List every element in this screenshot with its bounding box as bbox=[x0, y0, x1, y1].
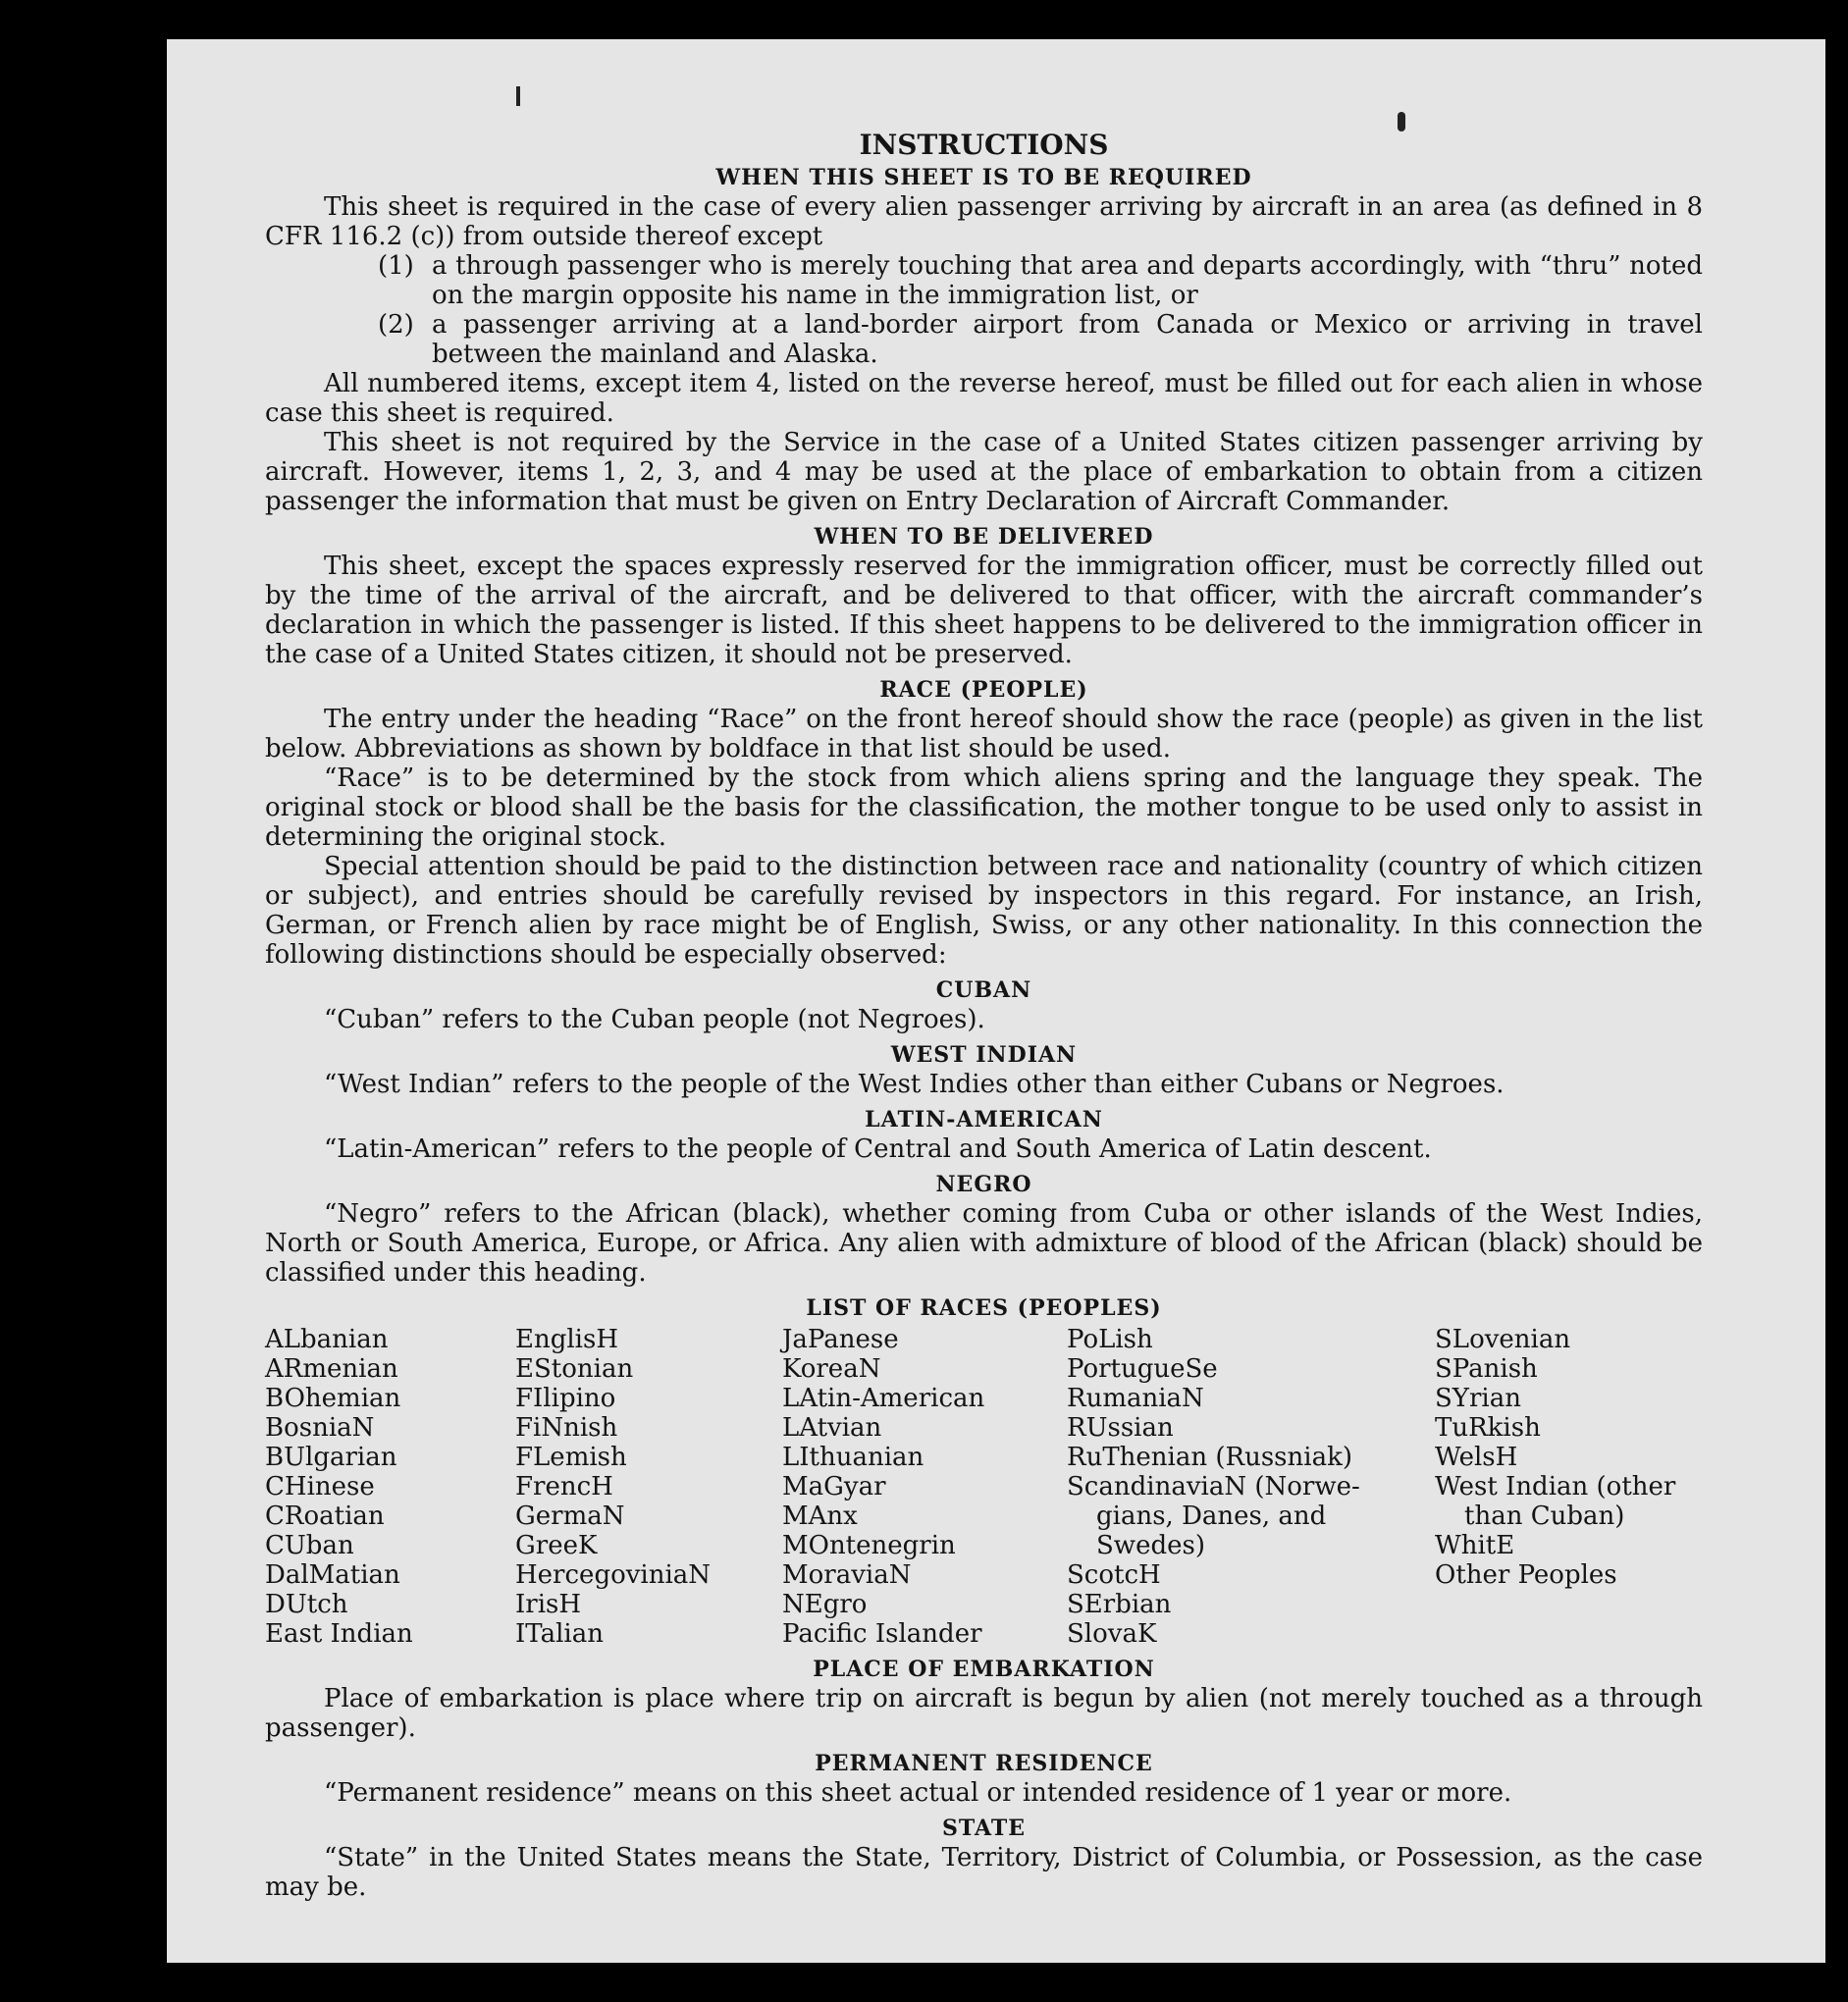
race-entry: MOntenegrin bbox=[782, 1531, 956, 1560]
races-column-1 bbox=[265, 1325, 515, 1649]
race-entry: SLovenian bbox=[1435, 1325, 1571, 1354]
heading-when-required: WHEN THIS SHEET IS TO BE REQUIRED bbox=[715, 165, 1252, 190]
race-entry: ITalian bbox=[515, 1619, 604, 1649]
heading-west-indian: WEST INDIAN bbox=[890, 1042, 1078, 1068]
races-column-5 bbox=[1435, 1325, 1703, 1649]
heading-when-delivered: WHEN TO BE DELIVERED bbox=[814, 524, 1154, 550]
exception-item bbox=[378, 310, 1703, 369]
race-entry-continued: Swedes) bbox=[1096, 1531, 1205, 1560]
races-column-4 bbox=[1067, 1325, 1435, 1649]
race-entry: FLemish bbox=[515, 1443, 627, 1472]
race-entry-continued: gians, Danes, and bbox=[1096, 1502, 1327, 1531]
races-column-3 bbox=[782, 1325, 1067, 1649]
race-entry: BOhemian bbox=[265, 1384, 401, 1413]
race-entry: MoraviaN bbox=[782, 1560, 912, 1590]
race-entry: LAtin-American bbox=[782, 1384, 985, 1413]
race-entry: CUban bbox=[265, 1531, 354, 1560]
race-entry: HercegoviniaN bbox=[515, 1560, 712, 1590]
race-entry: GreeK bbox=[515, 1531, 598, 1560]
page-title: INSTRUCTIONS bbox=[859, 129, 1109, 161]
race-entry: East Indian bbox=[265, 1619, 413, 1649]
race-entry: DUtch bbox=[265, 1590, 348, 1619]
heading-cuban: CUBAN bbox=[935, 977, 1032, 1003]
paragraph-when-required-intro: This sheet is required in the case of every alien passenger arriving by aircraft in an area (as defined in 8 CFR 116.2 (c)) from outside thereof except bbox=[265, 192, 1703, 251]
paragraph-cuban: “Cuban” refers to the Cuban people (not Negroes). bbox=[324, 1005, 985, 1034]
race-entry: Pacific Islander bbox=[782, 1619, 982, 1649]
race-entry: ARmenian bbox=[265, 1354, 398, 1384]
race-entry: West Indian (other bbox=[1435, 1472, 1676, 1502]
heading-negro: NEGRO bbox=[935, 1172, 1032, 1197]
heading-state: STATE bbox=[941, 1816, 1027, 1841]
race-entry: FiNnish bbox=[515, 1413, 618, 1443]
race-entry: CHinese bbox=[265, 1472, 375, 1502]
paragraph-negro: “Negro” refers to the African (black), whether coming from Cuba or other islands of the West Indies, North or South America, Europe, or Africa. Any alien with admixture of blood of the African (black) should be classified under this heading. bbox=[265, 1199, 1703, 1288]
paragraph-permanent-residence: “Permanent residence” means on this sheet actual or intended residence of 1 year or more. bbox=[324, 1778, 1512, 1808]
race-entry: ScotcH bbox=[1067, 1560, 1161, 1590]
heading-list-of-races: LIST OF RACES (PEOPLES) bbox=[806, 1295, 1162, 1321]
race-entry: CRoatian bbox=[265, 1502, 385, 1531]
paragraph-citizen-passenger: This sheet is not required by the Service in the case of a United States citizen passenger arriving by aircraft. However, items 1, 2, 3, and 4 may be used at the place of embarkation to obtain from a citizen passenger the information that must be given on Entry Declaration of Aircraft Commander. bbox=[265, 428, 1703, 516]
paragraph-race-entry: The entry under the heading “Race” on the front hereof should show the race (people) as given in the list below. Abbreviations as shown by boldface in that list should be used. bbox=[265, 705, 1703, 764]
race-entry: SErbian bbox=[1067, 1590, 1172, 1619]
exception-text: a through passenger who is merely touching that area and departs accordingly, with “thru” noted on the margin opposite his name in the immigration list, or bbox=[432, 251, 1703, 310]
paragraph-state: “State” in the United States means the State, Territory, District of Columbia, or Possession, as the case may be. bbox=[265, 1843, 1703, 1902]
race-entry: FrencH bbox=[515, 1472, 613, 1502]
paragraph-latin-american: “Latin-American” refers to the people of Central and South America of Latin descent. bbox=[324, 1134, 1432, 1164]
heading-race: RACE (PEOPLE) bbox=[879, 677, 1088, 703]
heading-place-of-embarkation: PLACE OF EMBARKATION bbox=[813, 1657, 1155, 1682]
race-entry: SYrian bbox=[1435, 1384, 1521, 1413]
instructions-content bbox=[265, 130, 1703, 1902]
race-entry: GermaN bbox=[515, 1502, 625, 1531]
race-entry: EStonian bbox=[515, 1354, 634, 1384]
heading-permanent-residence: PERMANENT RESIDENCE bbox=[815, 1751, 1153, 1776]
race-entry: LAtvian bbox=[782, 1413, 882, 1443]
race-entry: ScandinaviaN (Norwe- bbox=[1067, 1472, 1360, 1502]
race-entry: BUlgarian bbox=[265, 1443, 397, 1472]
paragraph-place-of-embarkation: Place of embarkation is place where trip on aircraft is begun by alien (not merely touched as a through passenger). bbox=[265, 1684, 1703, 1743]
race-entry: MaGyar bbox=[782, 1472, 886, 1502]
paragraph-west-indian: “West Indian” refers to the people of the West Indies other than either Cubans or Negroes. bbox=[324, 1070, 1505, 1099]
exception-text: a passenger arriving at a land-border airport from Canada or Mexico or arriving in travel between the mainland and Alaska. bbox=[432, 310, 1703, 369]
document-page bbox=[167, 39, 1825, 1963]
exception-number: (1) bbox=[378, 251, 414, 281]
race-entry: WelsH bbox=[1435, 1443, 1518, 1472]
race-entry: RUssian bbox=[1067, 1413, 1174, 1443]
race-entry: LIthuanian bbox=[782, 1443, 924, 1472]
race-entry: DalMatian bbox=[265, 1560, 400, 1590]
paragraph-race-nationality: Special attention should be paid to the distinction between race and nationality (country of which citizen or subject), and entries should be carefully revised by inspectors in this regard. For instance, an Irish, German, or French alien by race might be of English, Swiss, or any other nationality. In this connection the following distinctions should be especially observed: bbox=[265, 852, 1703, 970]
exception-number: (2) bbox=[378, 310, 414, 340]
list-of-races bbox=[265, 1325, 1703, 1649]
race-entry: RuThenian (Russniak) bbox=[1067, 1443, 1352, 1472]
race-entry: IrisH bbox=[515, 1590, 582, 1619]
race-entry: JaPanese bbox=[782, 1325, 899, 1354]
race-entry: Other Peoples bbox=[1435, 1560, 1617, 1590]
race-entry: BosniaN bbox=[265, 1413, 375, 1443]
race-entry: PoLish bbox=[1067, 1325, 1153, 1354]
race-entry: MAnx bbox=[782, 1502, 858, 1531]
race-entry: SPanish bbox=[1435, 1354, 1538, 1384]
race-entry: ALbanian bbox=[265, 1325, 389, 1354]
paragraph-race-stock: “Race” is to be determined by the stock from which aliens spring and the language they speak. The original stock or blood shall be the basis for the classification, the mother tongue to be used only to assist in determining the original stock. bbox=[265, 764, 1703, 852]
race-entry: NEgro bbox=[782, 1590, 868, 1619]
race-entry: KoreaN bbox=[782, 1354, 881, 1384]
paragraph-when-delivered: This sheet, except the spaces expressly reserved for the immigration officer, must be correctly filled out by the time of the arrival of the aircraft, and be delivered to that officer, with the aircraft commander’s declaration in which the passenger is listed. If this sheet happens to be delivered to the immigration officer in the case of a United States citizen, it should not be preserved. bbox=[265, 552, 1703, 669]
race-entry: EnglisH bbox=[515, 1325, 619, 1354]
heading-latin-american: LATIN-AMERICAN bbox=[865, 1107, 1103, 1133]
race-entry: RumaniaN bbox=[1067, 1384, 1204, 1413]
exception-item bbox=[378, 251, 1703, 310]
races-column-2 bbox=[515, 1325, 782, 1649]
race-entry: TuRkish bbox=[1435, 1413, 1541, 1443]
paragraph-numbered-items: All numbered items, except item 4, listed on the reverse hereof, must be filled out for each alien in whose case this sheet is required. bbox=[265, 369, 1703, 428]
race-entry: SlovaK bbox=[1067, 1619, 1157, 1649]
scan-speck-right bbox=[1398, 112, 1405, 132]
race-entry: WhitE bbox=[1435, 1531, 1515, 1560]
race-entry: PortugueSe bbox=[1067, 1354, 1218, 1384]
scan-speck-left bbox=[516, 86, 520, 106]
race-entry-continued: than Cuban) bbox=[1464, 1502, 1625, 1531]
race-entry: FIlipino bbox=[515, 1384, 616, 1413]
